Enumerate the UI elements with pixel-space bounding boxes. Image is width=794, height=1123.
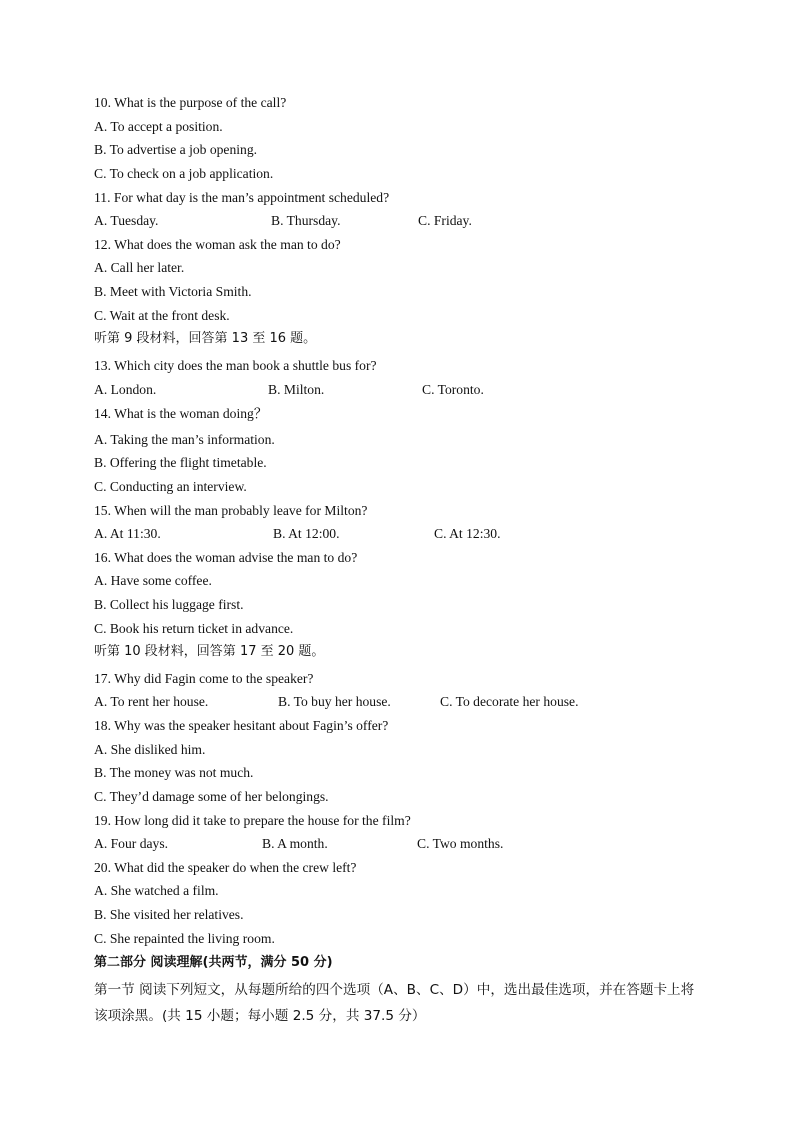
answer-option: A. At 11:30.	[94, 526, 161, 541]
answer-option: A. Four days.	[94, 836, 169, 851]
answer-option: B. To buy her house.	[278, 694, 391, 709]
question-stem: 10. What is the purpose of the call?	[94, 95, 287, 110]
answer-option: C. Wait at the front desk.	[94, 308, 230, 323]
answer-option: C. Toronto.	[422, 382, 484, 397]
answer-option: B. Thursday.	[271, 213, 341, 228]
question-stem: 20. What did the speaker do when the crew left?	[94, 860, 357, 875]
question-stem: 15. When will the man probably leave for Milton?	[94, 503, 368, 518]
answer-option: C. Book his return ticket in advance.	[94, 621, 294, 636]
answer-option: A. She disliked him.	[94, 742, 206, 757]
part-two-title: 第二部分 阅读理解(共两节，满分 50 分)	[94, 955, 333, 970]
section-header: 听第 10 段材料，回答第 17 至 20 题。	[94, 644, 325, 659]
answer-option: A. Call her later.	[94, 260, 185, 275]
question-stem: 13. Which city does the man book a shuttle bus for?	[94, 358, 377, 373]
answer-option: C. To check on a job application.	[94, 166, 274, 181]
answer-option: B. Collect his luggage first.	[94, 597, 244, 612]
answer-option: C. Two months.	[417, 836, 504, 851]
answer-option: C. Friday.	[418, 213, 472, 228]
answer-option: A. Taking the man’s information.	[94, 432, 275, 447]
answer-option: B. A month.	[262, 836, 328, 851]
answer-option: B. To advertise a job opening.	[94, 142, 258, 157]
answer-option: B. Milton.	[268, 382, 325, 397]
question-stem: 16. What does the woman advise the man to do?	[94, 550, 358, 565]
answer-option: B. She visited her relatives.	[94, 907, 244, 922]
section-header: 听第 9 段材料，回答第 13 至 16 题。	[94, 331, 317, 346]
question-stem: 18. Why was the speaker hesitant about Fagin’s offer?	[94, 718, 389, 733]
answer-option: A. She watched a film.	[94, 883, 219, 898]
answer-option: A. London.	[94, 382, 157, 397]
answer-option: C. To decorate her house.	[440, 694, 579, 709]
answer-option: C. They’d damage some of her belongings.	[94, 789, 329, 804]
question-stem: 11. For what day is the man’s appointment scheduled?	[94, 190, 390, 205]
answer-option: A. To rent her house.	[94, 694, 209, 709]
answer-option: A. Have some coffee.	[94, 573, 212, 588]
answer-option: B. Offering the flight timetable.	[94, 455, 267, 470]
question-stem: 17. Why did Fagin come to the speaker?	[94, 671, 314, 686]
answer-option: C. She repainted the living room.	[94, 931, 275, 946]
answer-option: A. To accept a position.	[94, 119, 223, 134]
question-stem: 19. How long did it take to prepare the house for the film?	[94, 813, 411, 828]
answer-option: A. Tuesday.	[94, 213, 159, 228]
part-two-instructions: 第一节 阅读下列短文，从每题所给的四个选项（A、B、C、D）中，选出最佳选项，并在答题卡上将该项涂黑。(共 15 小题；每小题 2.5 分，共 37.5 分）	[94, 982, 695, 1024]
question-stem: 14. What is the woman doing？	[94, 406, 268, 421]
answer-option: C. Conducting an interview.	[94, 479, 247, 494]
answer-option: B. Meet with Victoria Smith.	[94, 284, 252, 299]
answer-option: C. At 12:30.	[434, 526, 501, 541]
answer-option: B. The money was not much.	[94, 765, 254, 780]
answer-option: B. At 12:00.	[273, 526, 340, 541]
question-stem: 12. What does the woman ask the man to do?	[94, 237, 341, 252]
